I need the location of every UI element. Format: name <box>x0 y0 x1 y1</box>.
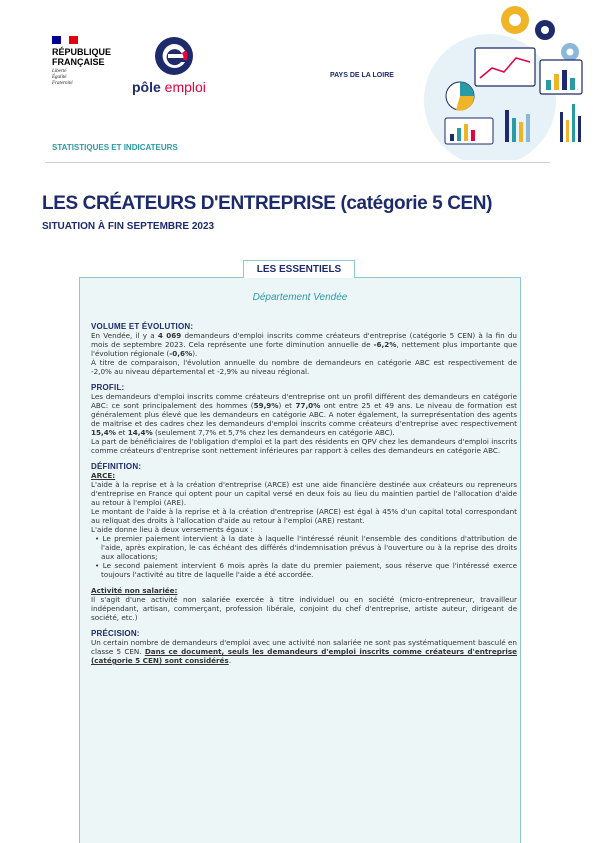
essentials-tab: LES ESSENTIELS <box>243 260 355 278</box>
pole-emploi-wordmark: pôle emploi <box>132 79 206 95</box>
profil-heading: PROFIL: <box>91 383 125 392</box>
gear-icon <box>501 6 529 34</box>
activite-non-salariee-paragraph: Il s'agit d'une activité non salariée exercée à titre individuel ou en société (micro-entrepreneur, travailleur indépendant, artisan, commerçant, profession libérale, conjoint du chef d'entreprise, artiste auteur, dirigeant de société, etc.) <box>91 595 517 622</box>
precision-paragraph: Un certain nombre de demandeurs d'emploi avec une activité non salariée ne sont pas systématiquement basculé en classe 5 CEN. Dans ce document, seuls les demandeurs d'emploi inscrits comme créateurs d'entreprise (catégorie 5 CEN) sont considérés. <box>91 638 517 665</box>
arce-label: ARCE: <box>91 471 116 480</box>
page-title: LES CRÉATEURS D'ENTREPRISE (catégorie 5 CEN) <box>42 193 493 214</box>
volume-heading: VOLUME ET ÉVOLUTION: <box>91 322 194 331</box>
gear-icon <box>535 20 555 40</box>
statistics-illustration <box>420 0 595 160</box>
page-header <box>0 0 595 162</box>
department-label: Département Vendée <box>252 292 348 303</box>
precision-heading: PRÉCISION: <box>91 629 140 638</box>
region-label: PAYS DE LA LOIRE <box>330 72 394 79</box>
volume-paragraph: En Vendée, il y a 4 069 demandeurs d'emploi inscrits comme créateurs d'entreprise (catégorie 5 CEN) à la fin du mois de septembre 2023. Cela représente une forte diminution annuelle de -6,2%, nettement plus importante que l'évolution régionale (-0,6%). <box>91 331 518 358</box>
profil-paragraph: Les demandeurs d'emploi inscrits comme créateurs d'entreprise ont un profil différent des demandeurs en catégorie ABC: ce sont principalement des hommes (59,9%) et 77,0% ont entre 25 et 49 ans. Le niveau de formation est généralement plus élevé que les demandeurs en catégorie ABC. A noter également, la surreprésentation des agents de maitrise et des cadres chez les demandeurs d'emploi inscrits comme créateurs d'entreprise avec respectivement 15,4% et 14,4% (seulement 7,7% et 5,7% chez les demandeurs en catégorie ABC). <box>91 392 517 437</box>
arce-paragraph-2: Le montant de l'aide à la reprise et à la création d'entreprise (ARCE) est égal à 45% d'un capital total correspondant au reliquat des droits à l'allocation d'aide au retour à l'emploi (ARE) restant. <box>91 507 517 525</box>
pole-emploi-logo-icon <box>154 36 194 76</box>
essentials-content <box>91 322 517 665</box>
arce-paragraph-3: L'aide donne lieu à deux versements égaux : <box>91 525 253 534</box>
volume-comparison: À titre de comparaison, l'évolution annuelle du nombre de demandeurs en catégorie ABC est respectivement de -2,0% au niveau départemental et -2,9% au niveau régional. <box>91 358 517 376</box>
definition-heading: DÉFINITION: <box>91 462 142 471</box>
republic-motto: Liberté Égalité Fraternité <box>52 69 73 86</box>
activite-non-salariee-label: Activité non salariée: <box>91 586 178 595</box>
arce-paragraph-1: L'aide à la reprise et à la création d'entreprise (ARCE) est une aide financière destinée aux créateurs ou repreneurs d'entreprise en France qui optent pour un capital versé en deux fois au lieu du maintien partiel de l'allocation d'aide au retour à l'emploi (ARE). <box>91 480 517 507</box>
page-subtitle: SITUATION À FIN SEPTEMBRE 2023 <box>42 221 215 232</box>
section-label: STATISTIQUES ET INDICATEURS <box>52 143 178 152</box>
header-divider <box>45 162 550 163</box>
profil-paragraph-2: La part de bénéficiaires de l'obligation d'emploi et la part des résidents en QPV chez les demandeurs d'emploi inscrits comme créateurs d'entreprise sont nettement inférieures par rapport à celles des demandeurs en catégorie ABC. <box>91 437 517 455</box>
list-item: • Le premier paiement intervient à la date à laquelle l'intéressé réunit l'ensemble des conditions d'attribution de l'aide, après expiration, le cas échéant des différés d'indemnisation prévus à l'ouverture ou à la reprise des droits aux allocations; <box>95 534 517 561</box>
list-item: • Le second paiement intervient 6 mois après la date du premier paiement, sous réserve que l'intéressé exerce toujours l'activité au titre de laquelle l'aide a été accordée. <box>95 561 517 579</box>
gear-icon <box>561 43 579 61</box>
marianne-flag-icon <box>52 36 78 44</box>
republique-francaise-logo: RÉPUBLIQUE FRANÇAISE <box>52 47 112 67</box>
